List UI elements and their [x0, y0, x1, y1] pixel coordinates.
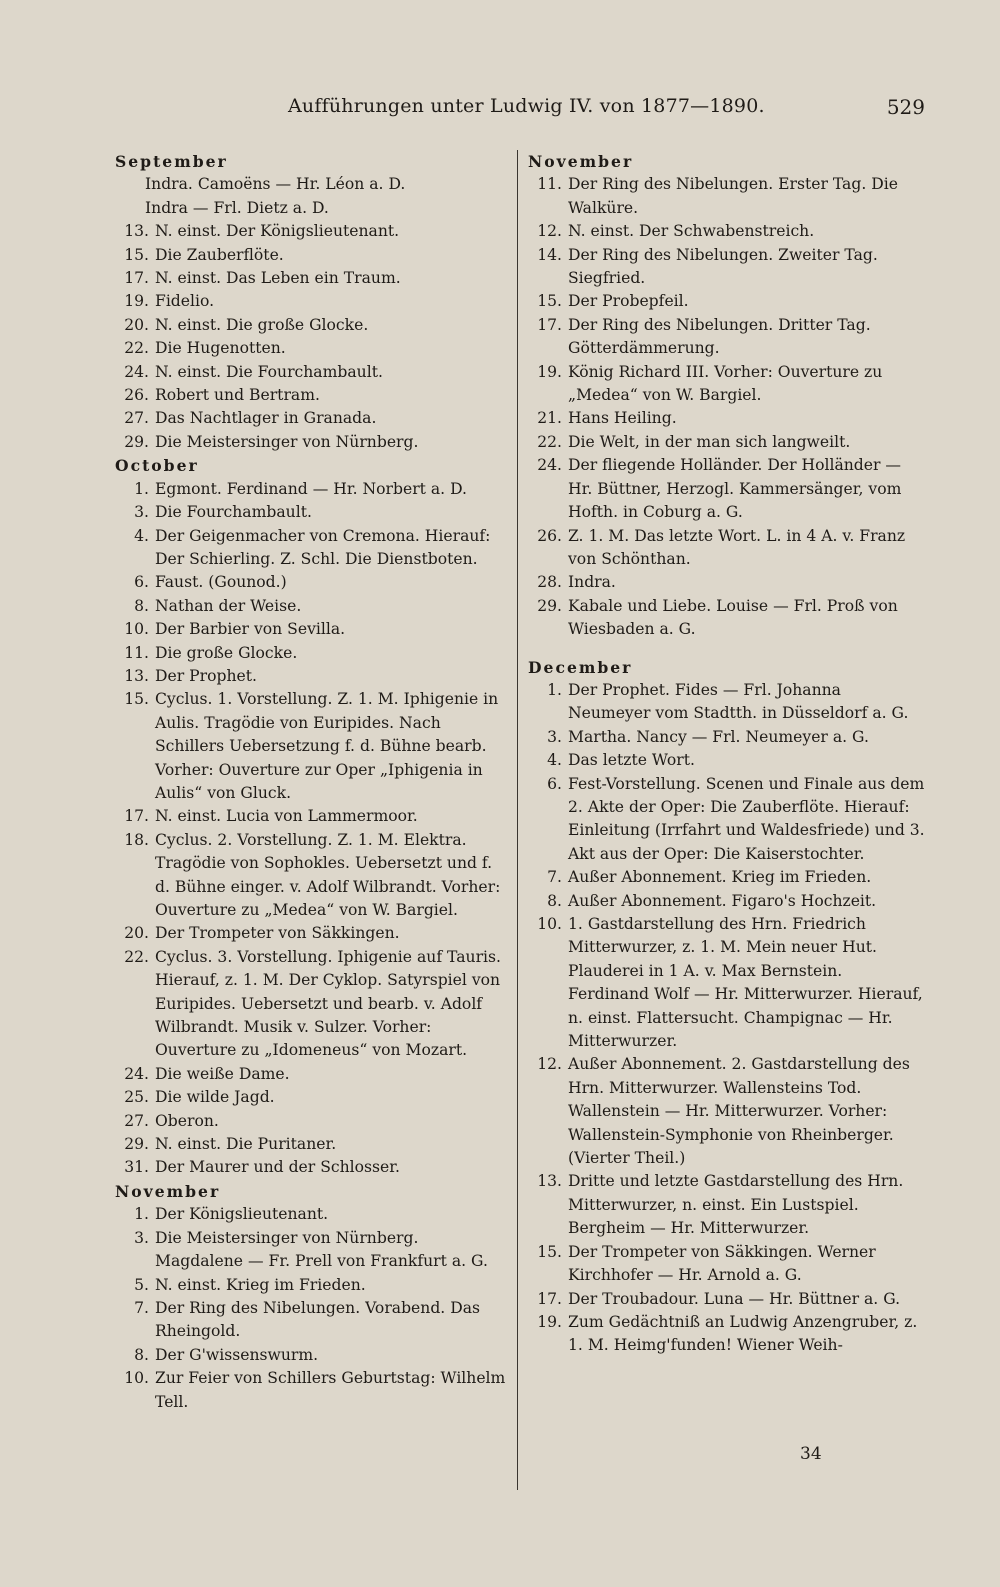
- performance-entry: [528, 1241, 925, 1288]
- performance-entry: [115, 525, 508, 572]
- month-heading: November: [115, 1181, 221, 1201]
- signature-mark: 34: [800, 1444, 822, 1464]
- entry-text: Nathan der Weise.: [155, 596, 302, 615]
- entry-date: 1.: [134, 1205, 149, 1224]
- entry-date: 17.: [124, 807, 149, 826]
- entry-text: Cyclus. 3. Vorstellung. Iphigenie auf Tauris. Hierauf, z. 1. M. Der Cyklop. Satyrspiel von Euripides. Uebersetzt und bearb. v. Adolf Wilbrandt. Musik v. Sulzer. Vorher: Ouverture zu „Idomeneus“ von Mozart.: [155, 947, 501, 1060]
- performance-entry: [528, 244, 925, 291]
- entry-text: Die Meistersinger von Nürnberg. Magdalene — Fr. Prell von Frankfurt a. G.: [155, 1228, 488, 1271]
- entry-text: Die Fourchambault.: [155, 503, 312, 522]
- entry-date: 3.: [134, 1228, 149, 1247]
- entry-text: N. einst. Krieg im Frieden.: [155, 1275, 366, 1294]
- performance-entry: [528, 431, 925, 454]
- entry-text: Der Trompeter von Säkkingen. Werner Kirchhofer — Hr. Arnold a. G.: [568, 1242, 876, 1285]
- performance-entry: [528, 454, 925, 524]
- entry-text: Der Probepfeil.: [568, 292, 689, 311]
- entry-date: 24.: [124, 1064, 149, 1083]
- entry-text: König Richard III. Vorher: Ouverture zu „Medea“ von W. Bargiel.: [568, 362, 883, 405]
- entry-date: 21.: [537, 409, 562, 428]
- entry-text: Hans Heiling.: [568, 409, 677, 428]
- entry-date: 13.: [124, 222, 149, 241]
- performance-entry: [528, 913, 925, 1053]
- performance-entry: [115, 431, 508, 454]
- running-head: Aufführungen unter Ludwig IV. von 1877—1890.: [288, 95, 765, 117]
- entry-date: 17.: [124, 269, 149, 288]
- entry-date: 19.: [537, 362, 562, 381]
- entry-text: Der G'wissenswurm.: [155, 1345, 319, 1364]
- entry-text: Der Ring des Nibelungen. Vorabend. Das Rheingold.: [155, 1298, 481, 1341]
- performance-entry: [528, 525, 925, 572]
- performance-entry: [528, 290, 925, 313]
- performance-entry: [115, 384, 508, 407]
- entry-date: 31.: [124, 1158, 149, 1177]
- entry-text: Die Meistersinger von Nürnberg.: [155, 432, 419, 451]
- entry-date: 20.: [124, 315, 149, 334]
- entry-text: Zur Feier von Schillers Geburtstag: Wilhelm Tell.: [155, 1369, 506, 1411]
- entry-date: 4.: [134, 526, 149, 545]
- performance-entry: [115, 665, 508, 688]
- entry-text: Das Nachtlager in Granada.: [155, 409, 377, 428]
- entry-date: 13.: [124, 666, 149, 685]
- entry-text: Die Zauberflöte.: [155, 245, 284, 264]
- performance-entry: [528, 679, 925, 726]
- entry-text: Die Welt, in der man sich langweilt.: [568, 432, 851, 451]
- performance-entry: [115, 1367, 508, 1414]
- entry-text: Außer Abonnement. Krieg im Frieden.: [568, 868, 872, 887]
- entry-date: 15.: [124, 690, 149, 709]
- performance-entry: [528, 773, 925, 867]
- column-divider: [517, 150, 518, 1490]
- performance-entry: [115, 1133, 508, 1156]
- entry-date: 8.: [547, 891, 562, 910]
- entry-text: Der Maurer und der Schlosser.: [155, 1158, 400, 1177]
- entry-date: 25.: [124, 1088, 149, 1107]
- entry-date: 6.: [547, 774, 562, 793]
- entry-date: 28.: [537, 573, 562, 592]
- entry-date: 22.: [124, 339, 149, 358]
- performance-entry: [115, 267, 508, 290]
- entry-text: 1. Gastdarstellung des Hrn. Friedrich Mitterwurzer, z. 1. M. Mein neuer Hut. Plauderei in 1 A. v. Max Bernstein. Ferdinand Wolf — Hr. Mitterwurzer. Hierauf, n. einst. Flattersucht. Champignac — Hr. Mitterwurzer.: [568, 915, 923, 1051]
- entry-date: 10.: [537, 915, 562, 933]
- entry-text: Außer Abonnement. 2. Gastdarstellung des Hrn. Mitterwurzer. Wallensteins Tod. Wallenstein — Hr. Mitterwurzer. Vorher: Wallenstein-Symphonie von Rheinberger. (Vierter Theil.): [568, 1055, 910, 1168]
- performance-entry: [115, 946, 508, 1063]
- performance-entry: [115, 478, 508, 501]
- entry-date: 17.: [537, 315, 562, 334]
- entry-text: Indra.: [568, 573, 616, 592]
- entry-text: Oberon.: [155, 1111, 219, 1130]
- entry-date: 27.: [124, 1111, 149, 1130]
- entry-date: 24.: [537, 456, 562, 475]
- performance-entry: [115, 1297, 508, 1344]
- entry-text: Außer Abonnement. Figaro's Hochzeit.: [568, 891, 877, 910]
- performance-entry: [528, 220, 925, 243]
- entry-date: 20.: [124, 924, 149, 943]
- entry-date: 3.: [547, 727, 562, 746]
- entry-text: Indra — Frl. Dietz a. D.: [145, 198, 329, 217]
- entry-date: 12.: [537, 1055, 562, 1074]
- performance-entry: [115, 688, 508, 805]
- entry-date: 13.: [537, 1172, 562, 1191]
- performance-entry: [115, 290, 508, 313]
- month-heading: September: [115, 152, 228, 171]
- entry-date: 27.: [124, 409, 149, 428]
- page-number: 529: [886, 95, 925, 119]
- page-header: [110, 95, 925, 127]
- entry-text: Zum Gedächtniß an Ludwig Anzengruber, z. 1. M. Heimg'funden! Wiener Weih-: [568, 1312, 918, 1355]
- entry-text: Egmont. Ferdinand — Hr. Norbert a. D.: [155, 479, 467, 498]
- entry-text: Indra. Camoëns — Hr. Léon a. D.: [145, 175, 406, 194]
- entry-date: 11.: [124, 643, 149, 662]
- entry-text: Der Troubadour. Luna — Hr. Büttner a. G.: [568, 1289, 901, 1308]
- entry-date: 4.: [547, 751, 562, 770]
- entry-text: Der Trompeter von Säkkingen.: [155, 924, 400, 943]
- entry-text: N. einst. Die große Glocke.: [155, 315, 369, 334]
- entry-text: Der Königslieutenant.: [155, 1205, 329, 1224]
- performance-entry: [115, 407, 508, 430]
- entry-text: N. einst. Der Königslieutenant.: [155, 222, 400, 241]
- entry-date: 29.: [124, 1135, 149, 1154]
- entry-date: 1.: [547, 680, 562, 699]
- performance-entry: [115, 244, 508, 267]
- entry-text: Die wilde Jagd.: [155, 1088, 275, 1107]
- entry-text: Z. 1. M. Das letzte Wort. L. in 4 A. v. Franz von Schönthan.: [568, 526, 906, 568]
- performance-entry: [528, 1288, 925, 1311]
- entry-text: Fest-Vorstellung. Scenen und Finale aus dem 2. Akte der Oper: Die Zauberflöte. Hierauf: Einleitung (Irrfahrt und Waldesfriede) und 3. Akt aus der Oper: Die Kaiserstochter.: [568, 774, 925, 863]
- performance-entry: [115, 1063, 508, 1086]
- performance-entry: [115, 501, 508, 524]
- entry-date: 8.: [134, 596, 149, 615]
- performance-entry: [528, 571, 925, 594]
- entry-text: Fidelio.: [155, 292, 215, 311]
- month-heading: October: [115, 456, 199, 476]
- entry-date: 1.: [134, 479, 149, 498]
- entry-date: 11.: [537, 175, 562, 194]
- entry-text: N. einst. Lucia von Lammermoor.: [155, 807, 418, 826]
- performance-entry: [115, 595, 508, 618]
- performance-entry: [528, 314, 925, 361]
- entry-date: 7.: [134, 1298, 149, 1317]
- entry-text: Der Ring des Nibelungen. Erster Tag. Die Walküre.: [568, 175, 898, 217]
- entry-text: Martha. Nancy — Frl. Neumeyer a. G.: [568, 727, 869, 746]
- entry-text: Der fliegende Holländer. Der Holländer — Hr. Büttner, Herzogl. Kammersänger, vom Hofth. in Coburg a. G.: [568, 456, 902, 522]
- entry-text: Der Prophet.: [155, 666, 257, 685]
- entry-text: Die große Glocke.: [155, 643, 298, 662]
- entry-text: Faust. (Gounod.): [155, 573, 287, 592]
- performance-entry: [115, 1274, 508, 1297]
- performance-entry: [115, 314, 508, 337]
- performance-entry: [528, 749, 925, 772]
- performance-entry: [115, 361, 508, 384]
- entry-text: Die weiße Dame.: [155, 1064, 290, 1083]
- entry-date: 22.: [537, 432, 562, 451]
- entry-date: 15.: [537, 1242, 562, 1261]
- entry-text: N. einst. Der Schwabenstreich.: [568, 222, 815, 241]
- entry-date: 15.: [537, 292, 562, 311]
- entry-text: Die Hugenotten.: [155, 339, 286, 358]
- performance-entry: [115, 337, 508, 360]
- entry-text: Dritte und letzte Gastdarstellung des Hrn. Mitterwurzer, n. einst. Ein Lustspiel. Bergheim — Hr. Mitterwurzer.: [568, 1172, 904, 1238]
- right-column: [528, 150, 925, 1358]
- entry-date: 29.: [124, 432, 149, 451]
- entry-text: N. einst. Die Fourchambault.: [155, 362, 383, 381]
- entry-text: Robert und Bertram.: [155, 386, 320, 405]
- entry-text: Der Barbier von Sevilla.: [155, 620, 346, 639]
- entry-text: Das letzte Wort.: [568, 751, 695, 770]
- entry-text: Cyclus. 2. Vorstellung. Z. 1. M. Elektra. Tragödie von Sophokles. Uebersetzt und f. d. Bühne einger. v. Adolf Wilbrandt. Vorher: Ouverture zu „Medea“ von W. Bargiel.: [155, 830, 501, 919]
- entry-date: 19.: [537, 1312, 562, 1331]
- entry-date: 24.: [124, 362, 149, 381]
- entry-text: Der Ring des Nibelungen. Zweiter Tag. Siegfried.: [568, 245, 878, 288]
- performance-entry: [115, 829, 508, 923]
- performance-entry: [528, 1170, 925, 1240]
- performance-entry: [115, 1156, 508, 1179]
- performance-entry: [115, 1203, 508, 1226]
- month-heading: November: [528, 152, 634, 171]
- performance-entry: [115, 1227, 508, 1274]
- performance-entry: [528, 173, 925, 220]
- performance-entry: [115, 173, 508, 196]
- entry-text: Der Geigenmacher von Cremona. Hierauf: Der Schierling. Z. Schl. Die Dienstboten.: [155, 526, 491, 568]
- month-heading: December: [528, 657, 633, 677]
- entry-date: 17.: [537, 1289, 562, 1308]
- performance-entry: [528, 361, 925, 408]
- entry-text: N. einst. Die Puritaner.: [155, 1135, 337, 1154]
- performance-entry: [115, 1344, 508, 1367]
- entry-text: N. einst. Das Leben ein Traum.: [155, 269, 401, 288]
- entry-text: Der Ring des Nibelungen. Dritter Tag. Götterdämmerung.: [568, 315, 871, 358]
- performance-entry: [115, 922, 508, 945]
- performance-entry: [528, 890, 925, 913]
- performance-entry: [115, 1086, 508, 1109]
- entry-date: 3.: [134, 503, 149, 522]
- entry-date: 18.: [124, 830, 149, 849]
- performance-entry: [115, 805, 508, 828]
- performance-entry: [528, 407, 925, 430]
- entry-date: 6.: [134, 573, 149, 592]
- performance-entry: [528, 1311, 925, 1358]
- performance-entry: [115, 642, 508, 665]
- performance-entry: [528, 726, 925, 749]
- entry-text: Der Prophet. Fides — Frl. Johanna Neumeyer vom Stadtth. in Düsseldorf a. G.: [568, 680, 909, 723]
- entry-date: 12.: [537, 222, 562, 241]
- entry-date: 5.: [134, 1275, 149, 1294]
- performance-entry: [528, 866, 925, 889]
- entry-date: 26.: [124, 386, 149, 405]
- entry-date: 22.: [124, 947, 149, 966]
- entry-date: 7.: [547, 868, 562, 887]
- entry-date: 15.: [124, 245, 149, 264]
- performance-entry: [115, 1110, 508, 1133]
- entry-text: Kabale und Liebe. Louise — Frl. Proß von Wiesbaden a. G.: [568, 596, 898, 639]
- performance-entry: [115, 197, 508, 220]
- entry-date: 14.: [537, 245, 562, 264]
- entry-date: 10.: [124, 1369, 149, 1388]
- entry-date: 10.: [124, 620, 149, 639]
- performance-entry: [528, 1053, 925, 1170]
- left-column: [115, 150, 508, 1414]
- entry-text: Cyclus. 1. Vorstellung. Z. 1. M. Iphigenie in Aulis. Tragödie von Euripides. Nach Schillers Uebersetzung f. d. Bühne bearb. Vorher: Ouverture zur Oper „Iphigenia in Aulis“ von Gluck.: [155, 690, 499, 802]
- performance-entry: [528, 595, 925, 642]
- performance-entry: [115, 220, 508, 243]
- performance-entry: [115, 618, 508, 641]
- entry-date: 29.: [537, 596, 562, 615]
- entry-date: 26.: [537, 526, 562, 545]
- entry-date: 8.: [134, 1345, 149, 1364]
- performance-entry: [115, 571, 508, 594]
- entry-date: 19.: [124, 292, 149, 311]
